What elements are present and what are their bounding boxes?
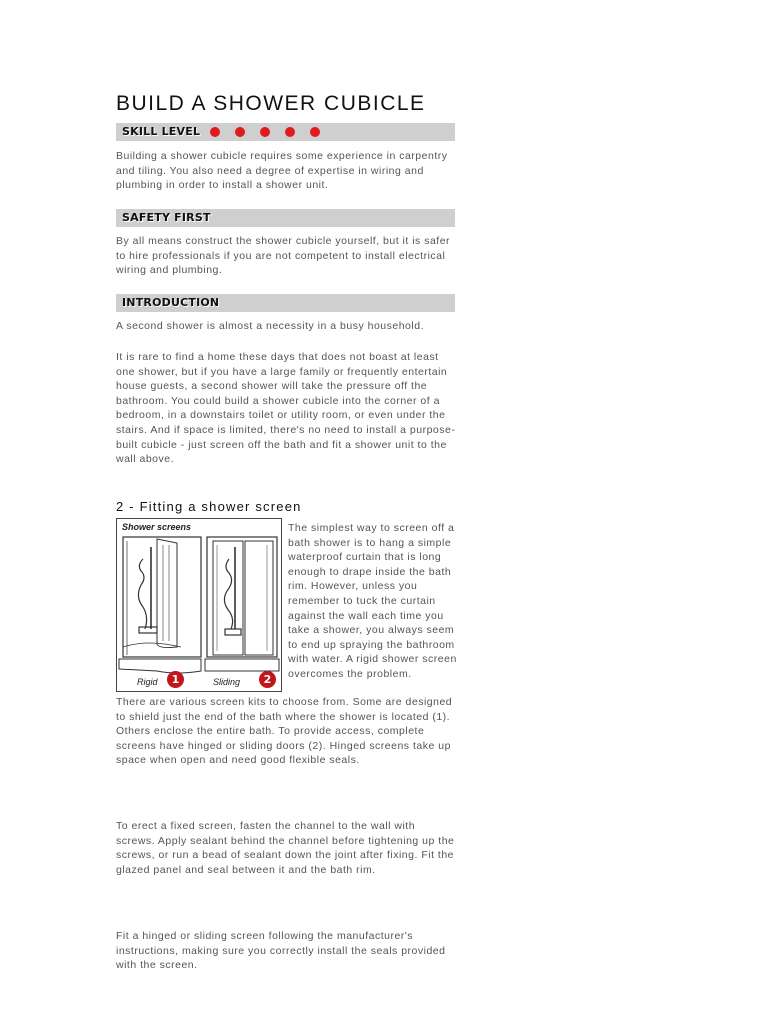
fixed-screen-text: To erect a fixed screen, fasten the channel to the wall with screws. Apply sealant behind the channel before tightening up the screws, or run a bead of sealant down the joint after fixing. Fit the glazed panel and seal between it and the bath rim. xyxy=(116,820,455,876)
skill-rating-dot xyxy=(260,127,270,137)
hinged-screen-text: Fit a hinged or sliding screen following the manufacturer's instructions, making sure you correctly install the seals provided with the screen. xyxy=(116,930,446,972)
introduction-band xyxy=(116,294,455,312)
safety-first-band xyxy=(116,209,455,227)
skill-rating-dot xyxy=(310,127,320,137)
shower-screens-illustration xyxy=(116,518,282,692)
skill-rating-dot xyxy=(210,127,220,137)
figure-caption-sliding: Sliding xyxy=(213,677,241,687)
introduction-body: It is rare to find a home these days that does not boast at least one shower, but if you have a large family or frequently entertain house guests, a second shower will take the pressure off the bathroom. You could build a shower cubicle into the corner of a bedroom, in a downstairs toilet or utility room, or even under the stairs. And if space is limited, there's no need to install a purpose-built cubicle - just screen off the bath and fit a shower unit to the wall above. xyxy=(116,351,456,466)
figure-title: Shower screens xyxy=(122,522,192,532)
safety-first-label: SAFETY FIRST xyxy=(122,211,211,224)
skill-rating-dot xyxy=(235,127,245,137)
skill-rating-dot xyxy=(285,127,295,137)
screen-kits-text: There are various screen kits to choose from. Some are designed to shield just the end of the bath where the shower is located (1). Others enclose the entire bath. To provide access, complete screens have hinged or sliding doors (2). Hinged screens take up space when open and need good flexible seals. xyxy=(116,696,453,767)
figure-number-1-badge: 1 xyxy=(167,671,184,688)
shower-screen-intro-text: The simplest way to screen off a bath shower is to hang a simple waterproof curtain that is long enough to drape inside the bath rim. However, unless you remember to tuck the curtain against the wall each time you take a shower, you always seem to end up spraying the bathroom with water. A rigid shower screen overcomes the problem. xyxy=(288,522,457,680)
safety-first-text: By all means construct the shower cubicle yourself, but it is safer to hire professionals if you are not competent to install electrical wiring and plumbing. xyxy=(116,235,451,277)
skill-level-band xyxy=(116,123,455,141)
figure-number-2-badge: 2 xyxy=(259,671,276,688)
introduction-label: INTRODUCTION xyxy=(122,296,220,309)
figure-caption-rigid: Rigid xyxy=(137,677,158,687)
shower-screens-drawing xyxy=(117,519,281,691)
page-title: BUILD A SHOWER CUBICLE xyxy=(116,92,426,115)
introduction-lead: A second shower is almost a necessity in a busy household. xyxy=(116,320,424,332)
section-heading: 2 - Fitting a shower screen xyxy=(116,499,302,514)
skill-level-text: Building a shower cubicle requires some experience in carpentry and tiling. You also need a degree of expertise in wiring and plumbing in order to install a shower unit. xyxy=(116,150,448,192)
skill-level-label: SKILL LEVEL xyxy=(122,125,201,138)
